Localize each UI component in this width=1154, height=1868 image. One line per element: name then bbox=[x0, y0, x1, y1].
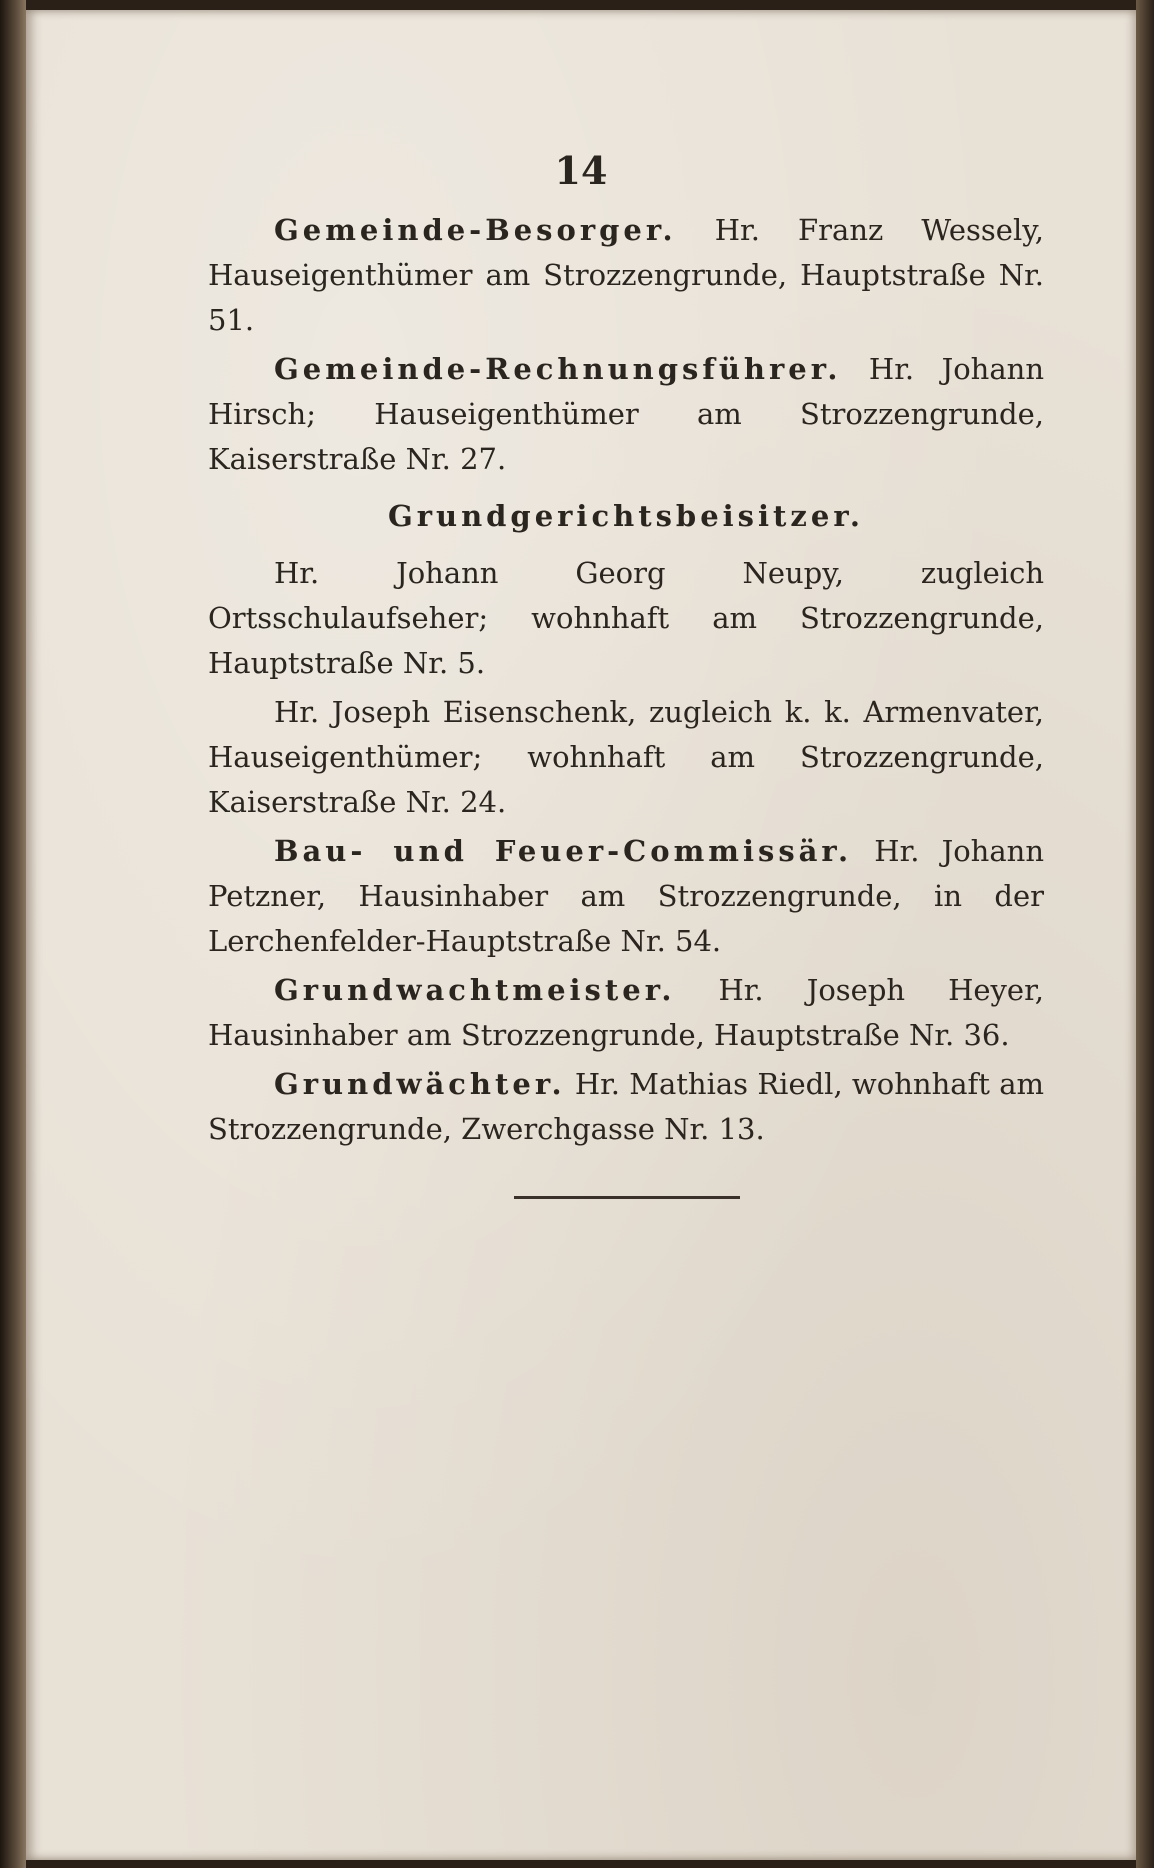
member-neupy: Hr. Johann Georg Neupy, zugleich Ortsschulaufseher; wohnhaft am Strozzengrunde, Hauptstraße Nr. 5. bbox=[208, 556, 1044, 680]
page-text bbox=[208, 208, 1044, 1156]
page-number: 14 bbox=[554, 148, 608, 193]
entry-grundwachtmeister bbox=[208, 968, 1044, 1058]
page-edge bbox=[1136, 0, 1154, 1868]
entry-text: Hr. Mathias Riedl, wohnhaft am Strozzengrunde, Zwerchgasse Nr. 13. bbox=[208, 1067, 1044, 1146]
member-eisenschenk: Hr. Joseph Eisenschenk, zugleich k. k. Armenvater, Hauseigenthümer; wohnhaft am Strozzengrunde, Kaiserstraße Nr. 24. bbox=[208, 695, 1044, 819]
role-title: Grundwachtmeister. bbox=[274, 973, 676, 1007]
role-title: Gemeinde-Rechnungsführer. bbox=[274, 352, 842, 386]
entry-gemeinde-besorger bbox=[208, 208, 1044, 343]
section-heading: Grundgerichtsbeisitzer. bbox=[387, 499, 865, 533]
role-title: Grundwächter. bbox=[274, 1067, 566, 1101]
book-spine bbox=[0, 0, 26, 1868]
role-title: Bau- und Feuer-Commissär. bbox=[274, 834, 853, 868]
entry-grundwaechter bbox=[208, 1062, 1044, 1152]
entry-text: Hr. Franz Wessely, Hauseigenthümer am Strozzengrunde, Hauptstraße Nr. 51. bbox=[208, 213, 1044, 337]
entry-rechnungsfuehrer bbox=[208, 347, 1044, 482]
entry-text: Hr. Johann Hirsch; Hauseigenthümer am Strozzengrunde, Kaiserstraße Nr. 27. bbox=[208, 352, 1044, 476]
role-title: Gemeinde-Besorger. bbox=[274, 213, 677, 247]
entry-text: Hr. Johann Petzner, Hausinhaber am Strozzengrunde, in der Lerchenfelder-Hauptstraße Nr. 54. bbox=[208, 834, 1044, 958]
section-divider bbox=[514, 1196, 740, 1199]
entry-feuer-commissaer bbox=[208, 829, 1044, 964]
entry-text: Hr. Joseph Heyer, Hausinhaber am Strozzengrunde, Hauptstraße Nr. 36. bbox=[208, 973, 1044, 1052]
